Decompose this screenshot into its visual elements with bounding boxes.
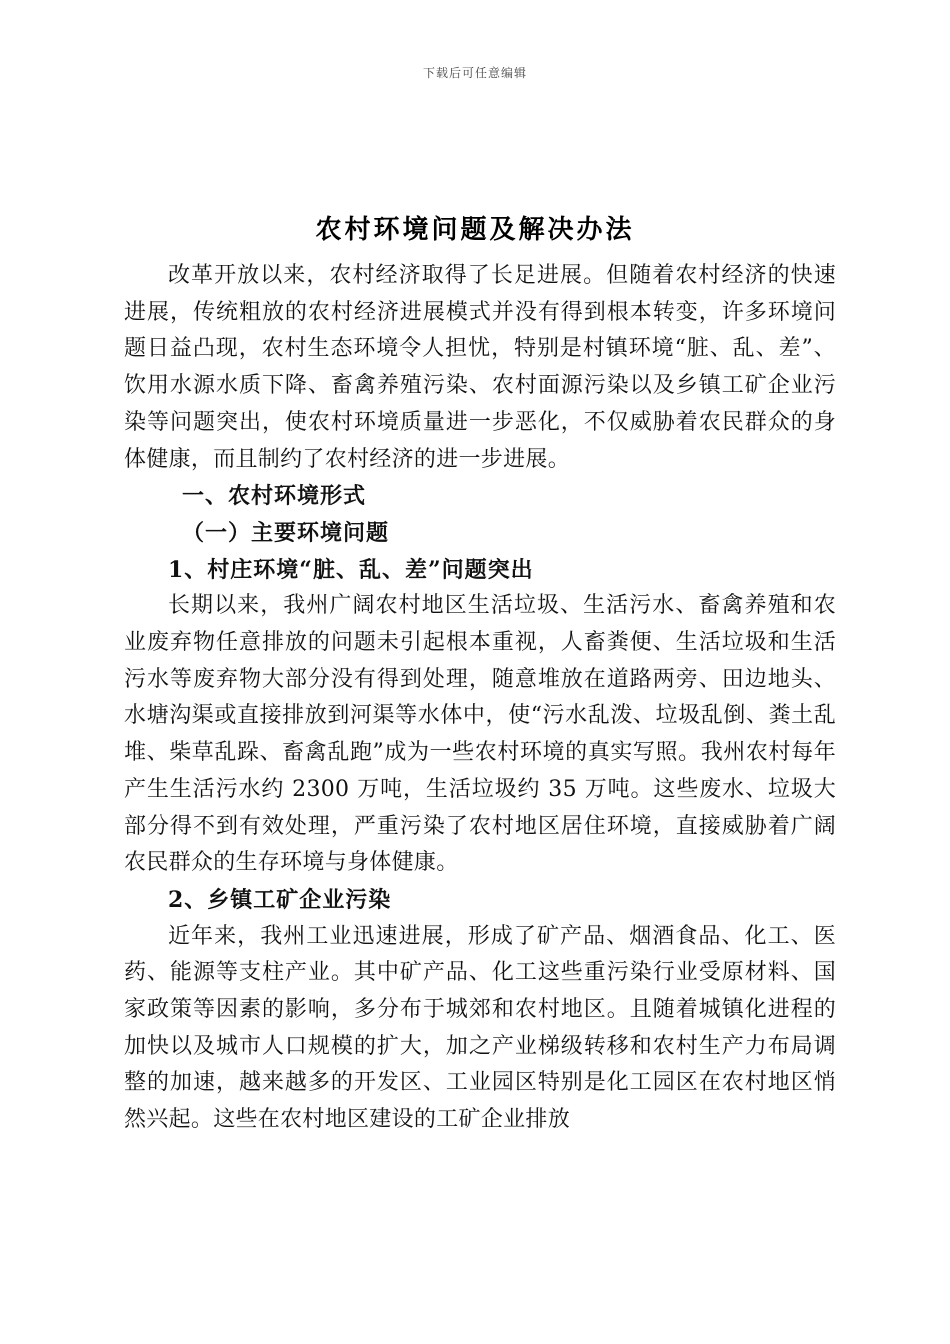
item-paragraph: 长期以来，我州广阔农村地区生活垃圾、生活污水、畜禽养殖和农业废弃物任意排放的问题未引起根本重视，人畜粪便、生活垃圾和生活污水等废弃物大部分没有得到处理，随意堆放在道路两旁、田边地头、水塘沟渠或直接排放到河渠等水体中，使“污水乱泼、垃圾乱倒、粪土乱堆、柴草乱跺、畜禽乱跑”成为一些农村环境的真实写照。我州农村每年产生生活污水约 2300 万吨，生活垃圾约 35 万吨。这些废水、垃圾大部分得不到有效处理，严重污染了农村地区居住环境，直接威胁着广阔农民群众的生存环境与身体健康。 xyxy=(124,593,836,876)
section-heading: 一、农村环境形式 xyxy=(182,483,367,510)
header-watermark: 下载后可任意编辑 xyxy=(422,66,527,80)
document-title: 农村环境问题及解决办法 xyxy=(315,215,635,246)
intro-paragraph: 改革开放以来，农村经济取得了长足进展。但随着农村经济的快速进展，传统粗放的农村经济进展模式并没有得到根本转变，许多环境问题日益凸现，农村生态环境令人担忧，特别是村镇环境“脏、乱、差”、饮用水源水质下降、畜禽养殖污染、农村面源污染以及乡镇工矿企业污染等问题突出，使农村环境质量进一步恶化，不仅威胁着农民群众的身体健康，而且制约了农村经济的进一步进展。 xyxy=(124,263,836,472)
item-paragraph: 近年来，我州工业迅速进展，形成了矿产品、烟酒食品、化工、医药、能源等支柱产业。其中矿产品、化工这些重污染行业受原材料、国家政策等因素的影响，多分布于城郊和农村地区。且随着城镇化进程的加快以及城市人口规模的扩大，加之产业梯级转移和农村生产力布局调整的加速，越来越多的开发区、工业园区特别是化工园区在农村地区悄然兴起。这些在农村地区建设的工矿企业排放 xyxy=(124,923,836,1133)
item-heading: 1、村庄环境“脏、乱、差”问题突出 xyxy=(168,556,534,583)
item-heading: 2、乡镇工矿企业污染 xyxy=(168,886,392,913)
document-body xyxy=(124,258,836,1139)
subsection-heading: （一）主要环境问题 xyxy=(182,519,390,546)
